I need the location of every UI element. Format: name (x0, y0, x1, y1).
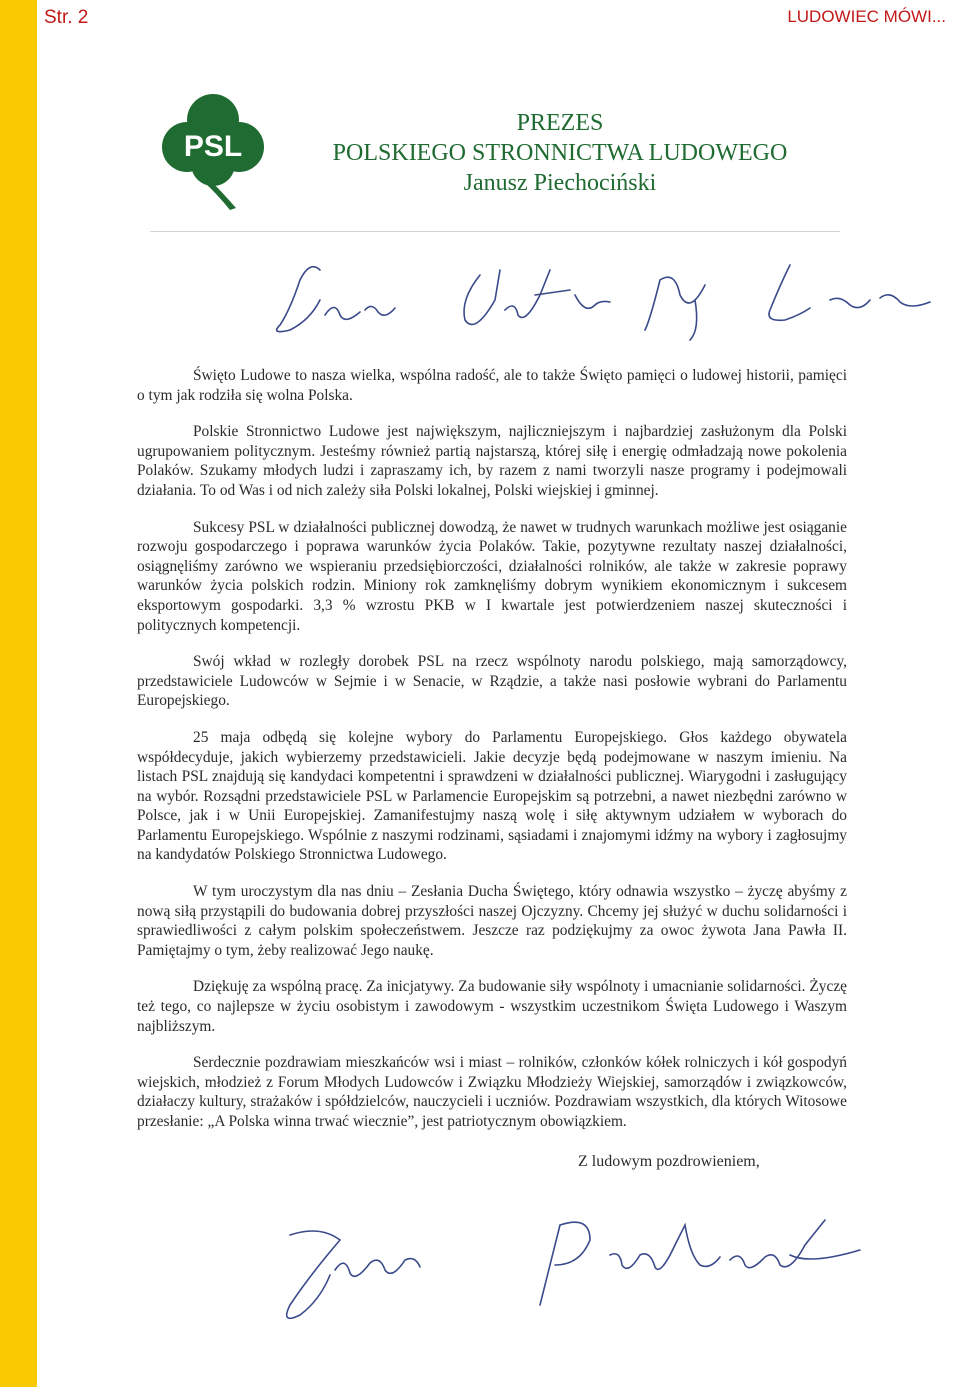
paragraph-3: Sukcesy PSL w działalności publicznej dowodzą, że nawet w trudnych warunkach możliwe jest osiąganie rozwoju gospodarczego i poprawa warunków życia Polaków. Takie, pozytywne rezultaty naszej działalności, osiągnęliśmy zarówno we wspieraniu przedsiębiorczości, działalności rolników, ale także w zakresie poprawy warunków życia polskich rodzin. Miniony rok zamknęliśmy dobrym wynikiem ekonomicznym i sukcesem eksportowym gospodarki. 3,3 % wzrostu PKB w I kwartale jest potwierdzeniem naszej skuteczności i politycznych kompetencji. (137, 518, 847, 634)
paragraph-1: Święto Ludowe to nasza wielka, wspólna radość, ale to także Święto pamięci o ludowej historii, pamięci o tym jak rodziła się wolna Polska. (137, 367, 847, 404)
title-line-1: PREZES (516, 110, 604, 136)
psl-clover-logo (162, 92, 264, 210)
header-divider (150, 231, 840, 232)
paragraph-5: 25 maja odbędą się kolejne wybory do Parlamentu Europejskiego. Głos każdego obywatela współdecyduje, jakich wybierzemy przedstawicieli. Jakie decyzje będą podejmowane w naszym imieniu. Na listach PSL znajdują się kandydaci kompetentni i sprawdzeni w działalności publicznej. Wiarygodni i zasługujący na wybór. Rozsądni przedstawiciele PSL w Parlamencie Europejskim są potrzebni, a nawet niezbędni zarówno w Polsce, jak i w Unii Europejskiej. Zamanifestujmy naszą wolę i siłę aktywnym udziałem w wyborach do Parlamentu Europejskiego. Wspólnie z naszymi rodzinami, sąsiadami i znajomymi idźmy na wybory i zagłosujmy na kandydatów Polskiego Stronnictwa Ludowego. (137, 728, 847, 864)
paragraph-2: Polskie Stronnictwo Ludowe jest największym, najliczniejszym i najbardziej zasłużonym dla Polski ugrupowaniem politycznym. Jesteśmy również partią najstarszą, której siłę i energię odmładzają nowe pokolenia Polaków. Szukamy młodych ludzi i zapraszamy ich, by razem z nami tworzyli nasze programy i podejmowali działania. To od Was i od nich zależy siła Polski lokalnej, Polski wiejskiej i gminnej. (137, 423, 847, 499)
handwritten-signature (230, 1195, 870, 1345)
title-line-2: POLSKIEGO STRONNICTWA LUDOWEGO (332, 140, 788, 166)
paragraph-7: Dziękuję za wspólną pracę. Za inicjatywy. Za budowanie siły wspólnoty i umacnianie solidarności. Życzę też tego, co najlepsze w życiu osobistym i zawodowym - wszystkim uczestnikom Święta Ludowego i Waszym najbliższym. (137, 978, 847, 1035)
logo-text: PSL (183, 130, 243, 163)
letter-body (137, 366, 847, 1149)
handwritten-greeting-signature (250, 240, 950, 370)
paragraph-6: W tym uroczystym dla nas dniu – Zesłania Ducha Świętego, który odnawia wszystko – życzę abyśmy z nową siłą przystąpili do budowania dobrej przyszłości naszej Ojczyzny. Chcemy jej służyć w duchu solidarności i sprawiedliwości z całym polskim społeczeństwem. Jeszcze raz podziękujmy za owoc żywota Jana Pawła II. Pamiętajmy o tym, żeby realizować Jego naukę. (137, 883, 847, 959)
section-title: LUDOWIEC MÓWI... (787, 7, 946, 26)
paragraph-4: Swój wkład w rozległy dorobek PSL na rzecz wspólnoty narodu polskiego, mają samorządowcy, przedstawiciele Ludowców w Sejmie i w Senacie, w Rządzie, a także nasi posłowie wybrani do Parlamentu Europejskiego. (137, 653, 847, 710)
title-line-3: Janusz Piechociński (463, 170, 657, 196)
yellow-side-stripe (0, 0, 37, 1387)
paragraph-8: Serdecznie pozdrawiam mieszkańców wsi i miast – rolników, członków kółek rolniczych i kół gospodyń wiejskich, młodzież z Forum Młodych Ludowców i Związku Młodzieży Wiejskiej, samorządów i związkowców, działaczy kultury, strażaków i spółdzielców, nauczycieli i uczniów. Pozdrawiam wszystkich, dla których Witosowe przesłanie: „A Polska winna trwać wiecznie”, jest patriotycznym obowiązkiem. (137, 1054, 847, 1130)
closing-line: Z ludowym pozdrowieniem, (578, 1153, 760, 1170)
page-number: Str. 2 (44, 7, 89, 28)
title-block (290, 108, 830, 198)
